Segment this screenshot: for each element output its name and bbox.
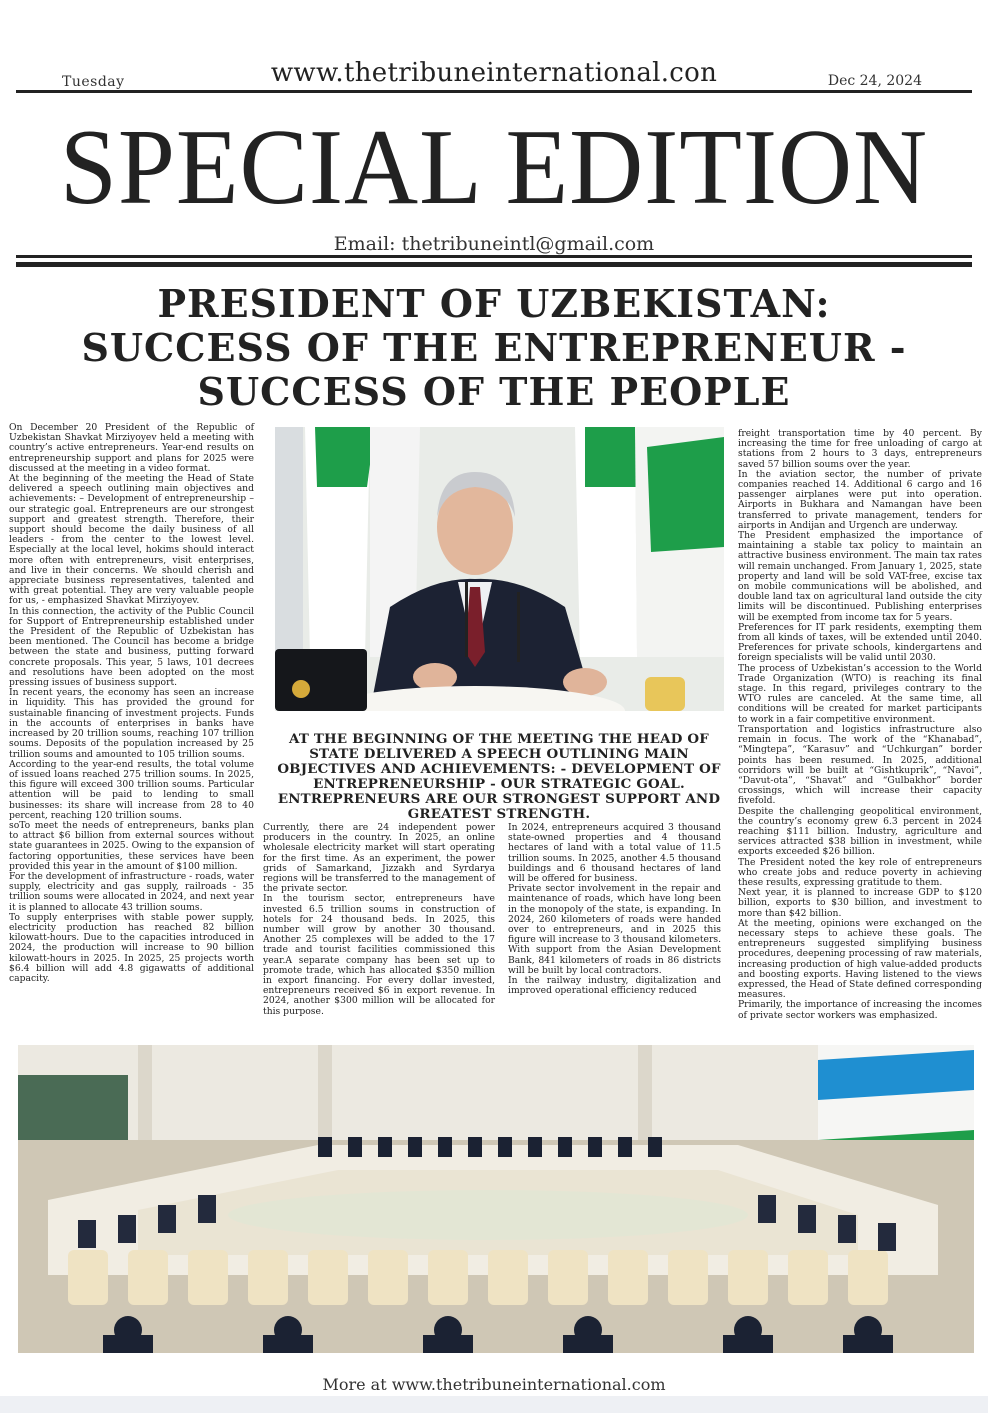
paragraph: Primarily, the importance of increasing the incomes of private sector workers was emphasized. — [738, 999, 982, 1021]
paragraph: Private sector involvement in the repair and maintenance of roads, which have long been in the monopoly of the state, is expanding. In 2024, 260 kilometers of roads were handed over to entrepreneurs, and in 2025 this figure will increase to 3 thousand kilometers. With support from the Asian Development Bank, 841 kilometers of roads in 86 districts will be built by local contractors. — [508, 883, 721, 976]
paragraph: In this connection, the activity of the Public Council for Support of Entrepreneurship established under the President of the Republic of Uzbekistan has been mentioned. The Council has become a bridge between the state and business, putting forward concrete proposals. This year, 5 laws, 101 decrees and resolutions have been adopted on the most pressing issues of business support. — [9, 605, 254, 689]
paragraph: Next year, it is planned to increase GDP to $120 billion, exports to $30 billion, and investment to more than $42 billion. — [738, 887, 982, 919]
headline-line-2: SUCCESS OF THE ENTREPRENEUR - — [81, 325, 907, 370]
headline-line-1: PRESIDENT OF UZBEKISTAN: — [157, 281, 831, 326]
article-column-3 — [508, 823, 721, 996]
paragraph: At the meeting, opinions were exchanged on the necessary steps to achieve these goals. The entrepreneurs suggested simplifying business procedures, deepening processing of raw materials, increasing production of high value-added products and boosting exports. Having listened to the views expressed, the Head of State defined corresponding measures. — [738, 917, 982, 1001]
president-photo — [275, 427, 724, 711]
issue-day: Tuesday — [62, 74, 125, 90]
paragraph: Transportation and logistics infrastructure also remain in focus. The work of the “Khanabad”, “Mingtepa”, “Karasuv” and “Uchkurgan” border points has been resumed. In 2025, additional corridors will be built at “Gishtkuprik”, “Navoi”, “Davut-ota”, “Shavat” and “Gulbakhor” border crossings, which will increase their capacity fivefold. — [738, 723, 982, 807]
paragraph: On December 20 President of the Republic of Uzbekistan Shavkat Mirziyoyev held a meeting with country’s active entrepreneurs. Year-end results on entrepreneurship support and plans for 2025 were discussed at the meeting in a video format. — [9, 422, 254, 474]
paragraph: Currently, there are 24 independent power producers in the country. In 2025, an online wholesale electricity market will start operating for the first time. As an experiment, the power grids of Samarkand, Jizzakh and Syrdarya regions will be transferred to the management of the private sector. — [263, 822, 495, 895]
paragraph: In the aviation sector, the number of private companies reached 14. Additional 6 cargo and 16 passenger airplanes were put into operation. Airports in Bukhara and Namangan have been transferred to private management, tenders for airports in Andijan and Urgench are underway. — [738, 468, 982, 531]
masthead-rule-lower — [16, 262, 972, 267]
paragraph: In the railway industry, digitalization and improved operational efficiency reduced — [508, 975, 721, 997]
issue-date: Dec 24, 2024 — [827, 73, 922, 89]
paragraph: In 2024, entrepreneurs acquired 3 thousand state-owned properties and 4 thousand hectares of land with a total value of 11.5 trillion soums. In 2025, another 4.5 thousand buildings and 6 thousand hectares of land will be offered for business. — [508, 822, 721, 885]
footer-band — [0, 1396, 988, 1413]
paragraph: According to the year-end results, the total volume of issued loans reached 275 trillion soums. In 2025, this figure will exceed 300 trillion soums. Particular attention will be paid to lending to small businesses: its share will increase from 28 to 40 percent, reaching 120 trillion soums. — [9, 758, 254, 821]
paragraph: In recent years, the economy has seen an increase in liquidity. This has provided the ground for sustainable financing of investment projects. Funds in the accounts of enterprises in banks have increased by 20 trillion soums, reaching 107 trillion soums. Deposits of the population increased by 25 trillion soums and amounted to 105 trillion soums. — [9, 687, 254, 760]
paragraph: For the development of infrastructure - roads, water supply, electricity and gas supply, railroads - 35 trillion soums were allocated in 2024, and next year it is planned to allocate 43 trillion soums. — [9, 870, 254, 913]
headline-line-3: SUCCESS OF THE PEOPLE — [197, 369, 791, 414]
paragraph: The President emphasized the importance of maintaining a stable tax policy to maintain an attractive business environment. The main tax rates will remain unchanged. From January 1, 2025, state property and land will be sold VAT-free, excise tax on mobile communications will be abolished, and double land tax on agricultural land outside the city limits will be discontinued. Publishing enterprises will be exempted from income tax for 5 years. — [738, 530, 982, 623]
footer-link[interactable]: More at www.thetribuneinternational.com — [322, 1375, 666, 1394]
meeting-hall-image — [18, 1045, 974, 1353]
top-rule — [16, 90, 972, 93]
paragraph: Despite the challenging geopolitical environment, the country’s economy grew 6.3 percent in 2024 reaching $111 billion. Industry, agriculture and services attracted $38 billion in investment, while exports exceeded $26 billion. — [738, 805, 982, 858]
president-speaking-image — [275, 427, 724, 711]
paragraph: In the tourism sector, entrepreneurs have invested 6.5 trillion soums in construction of hotels for 24 thousand beds. In 2025, this number will grow by another 30 thousand. Another 25 complexes will be added to the 17 trade and tourist facilities commissioned this year.A separate company has been set up to promote trade, which has allocated $350 million in export financing. For every dollar invested, entrepreneurs received $6 in export revenue. In 2024, another $300 million will be allocated for this purpose. — [263, 893, 495, 1017]
paragraph: soTo meet the needs of entrepreneurs, banks plan to attract $6 billion from external sources without state guarantees in 2025. Owing to the expansion of factoring opportunities, these services have been provided this year in the amount of $100 million. — [9, 819, 254, 872]
website-url: www.thetribuneinternational.con — [270, 58, 718, 88]
masthead-rule-upper — [16, 255, 972, 258]
meeting-hall-photo — [18, 1045, 974, 1353]
article-column-1 — [9, 423, 254, 984]
paragraph: freight transportation time by 40 percent. By increasing the time for free unloading of cargo at stations from 2 hours to 3 days, entrepreneurs saved 57 billion soums over the year. — [738, 428, 982, 470]
paragraph: The process of Uzbekistan’s accession to the World Trade Organization (WTO) is reaching its final stage. In this regard, privileges contrary to the WTO rules are canceled. At the same time, all conditions will be created for market participants to work in a fair competitive environment. — [738, 662, 982, 725]
main-headline — [20, 282, 968, 414]
paragraph: Preferences for IT park residents, exempting them from all kinds of taxes, will be extended until 2040. Preferences for private schools, kindergartens and foreign specialists will be valid until 2030. — [738, 621, 982, 664]
article-column-2 — [263, 823, 495, 1017]
pull-quote: AT THE BEGINNING OF THE MEETING THE HEAD OF STATE DELIVERED A SPEECH OUTLINING MAIN OBJECTIVES AND ACHIEVEMENTS: - DEVELOPMENT OF ENTREPRENEURSHIP - OUR STRATEGIC GOAL. ENTREPRENEURS ARE OUR STRONGEST SUPPORT AND GREATEST STRENGTH. — [277, 731, 721, 822]
contact-email: Email: thetribuneintl@gmail.com — [333, 233, 655, 255]
article-column-4 — [738, 429, 982, 1021]
masthead-title: SPECIAL EDITION — [59, 108, 929, 227]
paragraph: To supply enterprises with stable power supply, electricity production has reached 82 billion kilowatt-hours. Due to the capacities introduced in 2024, the production will increase to 90 billion kilowatt-hours in 2025. In 2025, 25 projects worth $6.4 billion will add 4.8 gigawatts of additional capacity. — [9, 911, 254, 984]
paragraph: The President noted the key role of entrepreneurs who create jobs and reduce poverty in achieving these results, expressing gratitude to them. — [738, 856, 982, 888]
paragraph: At the beginning of the meeting the Head of State delivered a speech outlining main objectives and achievements: – Development of entrepreneurship – our strategic goal. Entrepreneurs are our strongest support and greatest strength. Therefore, their support should become the daily business of all leaders - from the center to the lowest level. Especially at the local level, hokims should interact more often with entrepreneurs, visit enterprises, and live in their concerns. We should cherish and appreciate business representatives, talented and with great potential. They are very valuable people for us, - emphasized Shavkat Mirziyoyev. — [9, 473, 254, 607]
